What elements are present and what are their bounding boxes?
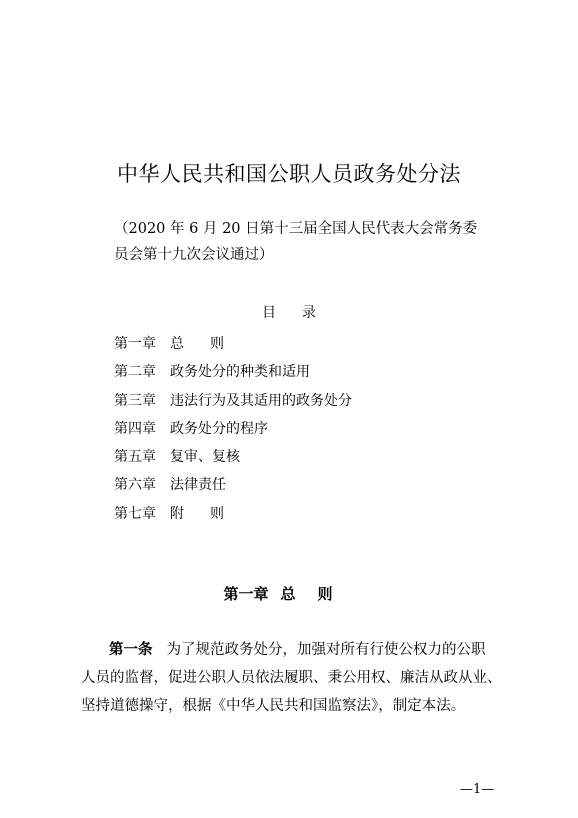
toc-item-chapter-1[interactable] [114,330,352,358]
toc-chapter-title: 复审、复核 [170,449,240,466]
article-1-line-2: 人员的监督，促进公职人员依法履职、秉公用权、廉洁从政从业、 [81,670,502,686]
toc-chapter-title: 法律责任 [170,477,226,494]
article-1 [81,636,521,720]
toc-item-chapter-5[interactable] [114,443,352,471]
chapter-title: 总则 [280,585,355,603]
article-label: 第一条 [109,642,153,658]
adoption-note-line-2: 员会第十九次会议通过） [114,247,274,263]
toc-heading: 目录 [262,305,342,321]
toc-chapter-number: 第五章 [114,449,156,466]
toc-chapter-number: 第三章 [114,392,156,409]
toc-chapter-number: 第二章 [114,364,156,381]
toc-item-chapter-6[interactable] [114,471,352,499]
toc-chapter-number: 第七章 [114,505,156,522]
toc-chapter-number: 第一章 [114,336,156,352]
toc-chapter-title: 违法行为及其适用的政务处分 [170,392,352,409]
page-number: —1— [460,782,495,797]
toc-chapter-number: 第四章 [114,420,156,437]
chapter-heading [0,583,578,604]
article-text: 为了规范政务处分，加强对所有行使公权力的公职 [166,642,486,658]
toc-chapter-title: 总则 [170,336,250,352]
toc-item-chapter-2[interactable] [114,358,352,386]
toc-chapter-title: 政务处分的种类和适用 [170,364,310,381]
adoption-note-line-1: （2020 年 6 月 20 日第十三届全国人民代表大会常务委 [114,221,478,237]
toc-item-chapter-3[interactable] [114,387,352,415]
toc-chapter-number: 第六章 [114,477,156,494]
toc-item-chapter-4[interactable] [114,415,352,443]
article-1-line-3: 坚持道德操守，根据《中华人民共和国监察法》，制定本法。 [81,698,466,714]
chapter-number: 第一章 [223,585,269,603]
toc-chapter-title: 附则 [170,505,250,522]
toc-chapter-title: 政务处分的程序 [170,420,268,437]
table-of-contents [114,330,352,528]
toc-item-chapter-7[interactable] [114,500,352,528]
document-title: 中华人民共和国公职人员政务处分法 [117,162,461,186]
article-1-line-1 [81,636,521,664]
